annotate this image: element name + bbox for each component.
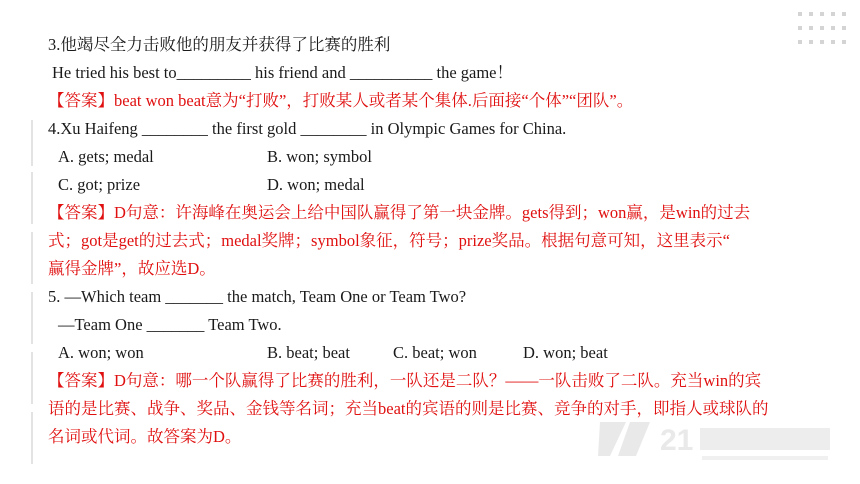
question-4-option-a: A. gets; medal	[58, 147, 154, 166]
question-3-title: 3.他竭尽全力击败他的朋友并获得了比赛的胜利	[48, 35, 391, 54]
question-5-option-c: C. beat; won	[393, 343, 477, 362]
question-4-stem: 4.Xu Haifeng ________ the first gold ________ in Olympic Games for China.	[48, 119, 567, 138]
grid-dot	[831, 12, 835, 16]
grid-dot	[842, 12, 846, 16]
question-4-option-d: D. won; medal	[267, 175, 365, 194]
question-4-answer-line-2: 式；got是get的过去式；medal奖牌；symbol象征，符号；prize奖品。根据句意可知，这里表示“	[48, 231, 730, 250]
decorative-dot-grid	[798, 12, 850, 54]
watermark-logo-icon	[592, 410, 842, 470]
question-5-reply: —Team One _______ Team Two.	[58, 315, 282, 334]
grid-dot	[809, 12, 813, 16]
grid-dot	[842, 40, 846, 44]
grid-dot	[809, 26, 813, 30]
grid-dot	[831, 40, 835, 44]
question-5-option-b: B. beat; beat	[267, 343, 350, 362]
question-5-answer-line-2: 语的是比赛、战争、奖品、金钱等名词；充当beat的宾语的则是比赛、竞争的对手，即指人或球队的	[48, 399, 769, 418]
grid-dot	[842, 26, 846, 30]
grid-dot	[798, 26, 802, 30]
grid-dot	[809, 40, 813, 44]
left-margin-rule	[31, 120, 33, 166]
question-3-sentence: He tried his best to_________ his friend and __________ the game！	[52, 63, 514, 82]
question-5-option-d: D. won; beat	[523, 343, 608, 362]
grid-dot	[798, 40, 802, 44]
question-4-option-c: C. got; prize	[58, 175, 141, 194]
question-5-answer-line-1: 【答案】D句意：哪一个队赢得了比赛的胜利，一队还是二队？——一队击败了二队。充当win的宾	[48, 371, 762, 390]
question-5-stem: 5. —Which team _______ the match, Team One or Team Two?	[48, 287, 467, 306]
grid-dot	[831, 26, 835, 30]
grid-dot	[820, 26, 824, 30]
grid-dot	[820, 12, 824, 16]
left-margin-rule	[31, 412, 33, 464]
question-4-answer-line-1: 【答案】D句意：许海峰在奥运会上给中国队赢得了第一块金牌。gets得到；won赢，是win的过去	[48, 203, 751, 222]
left-margin-rule	[31, 352, 33, 404]
left-margin-rule	[31, 292, 33, 344]
question-4-answer-line-3: 赢得金牌”，故应选D。	[48, 259, 216, 278]
question-5-answer-line-3: 名词或代词。故答案为D。	[48, 427, 242, 446]
left-margin-rule	[31, 172, 33, 224]
left-margin-rule	[31, 232, 33, 284]
grid-dot	[820, 40, 824, 44]
grid-dot	[798, 12, 802, 16]
question-4-option-b: B. won; symbol	[267, 147, 372, 166]
question-5-option-a: A. won; won	[58, 343, 144, 362]
svg-text:21: 21	[660, 424, 694, 457]
question-3-answer: 【答案】beat won beat意为“打败”，打败某人或者某个集体.后面接“个体”“团队”。	[48, 91, 634, 110]
